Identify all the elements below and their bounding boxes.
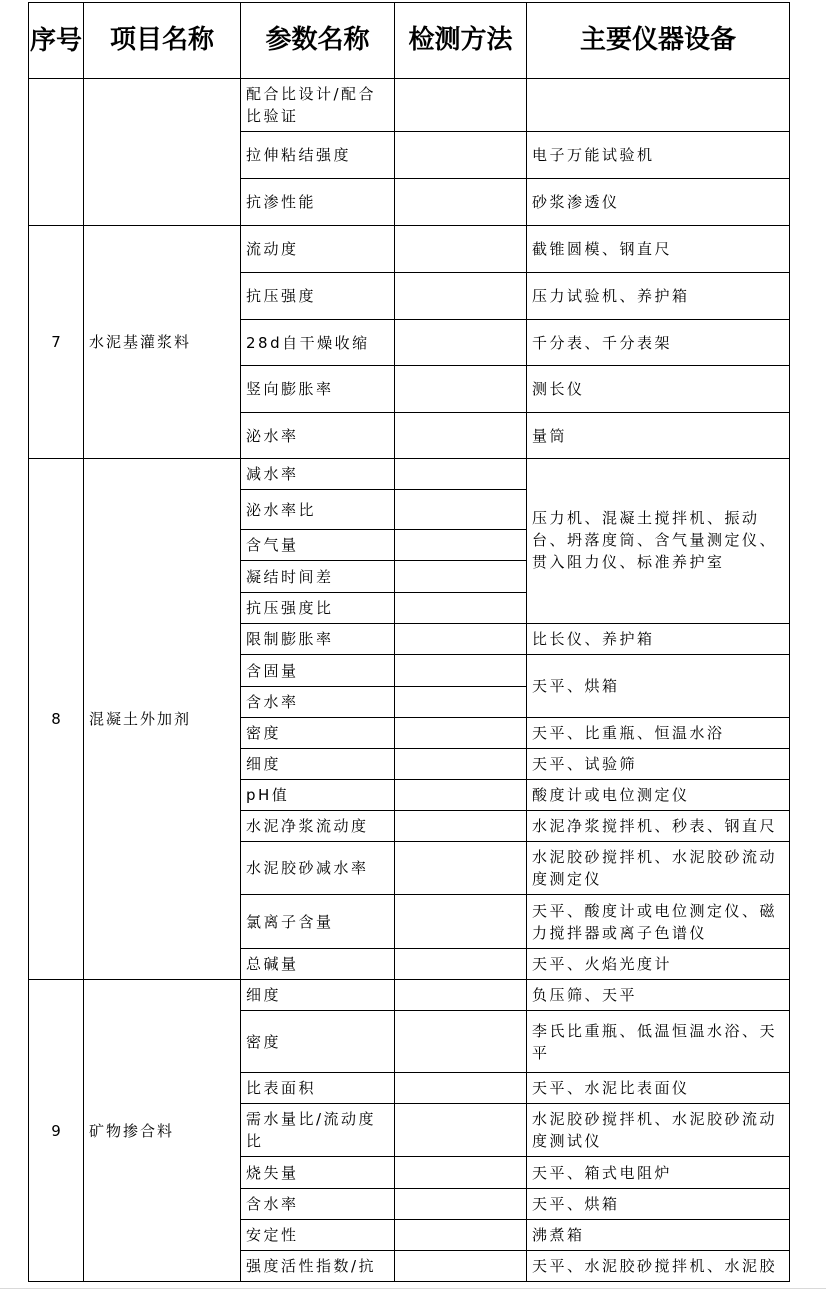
test-items-table (28, 2, 790, 1282)
equipment-cell: 量筒 (527, 413, 790, 459)
group-no-cell: 9 (29, 980, 84, 1282)
group-item-cell (84, 79, 241, 226)
method-cell (395, 179, 527, 226)
param-cell: 泌水率比 (241, 490, 395, 530)
method-cell (395, 718, 527, 749)
param-cell: 减水率 (241, 459, 395, 490)
param-cell: 含水率 (241, 687, 395, 718)
header-method: 检测方法 (395, 3, 527, 79)
method-cell (395, 226, 527, 273)
method-cell (395, 949, 527, 980)
method-cell (395, 273, 527, 320)
method-cell (395, 624, 527, 655)
param-cell: 凝结时间差 (241, 561, 395, 593)
method-cell (395, 490, 527, 530)
method-cell (395, 687, 527, 718)
equipment-cell: 压力机、混凝土搅拌机、振动台、坍落度筒、含气量测定仪、贯入阻力仪、标准养护室 (527, 459, 790, 624)
method-cell (395, 320, 527, 366)
method-cell (395, 79, 527, 132)
method-cell (395, 655, 527, 687)
method-cell (395, 749, 527, 780)
param-cell: 安定性 (241, 1220, 395, 1251)
equipment-cell: 电子万能试验机 (527, 132, 790, 179)
header-equipment: 主要仪器设备 (527, 3, 790, 79)
page-footer-divider (0, 1288, 826, 1289)
param-cell: 28d自干燥收缩 (241, 320, 395, 366)
equipment-cell: 天平、水泥胶砂搅拌机、水泥胶 (527, 1251, 790, 1282)
equipment-cell: 天平、比重瓶、恒温水浴 (527, 718, 790, 749)
param-cell: 抗渗性能 (241, 179, 395, 226)
header-no: 序号 (29, 3, 84, 79)
param-cell: 密度 (241, 1011, 395, 1073)
equipment-cell (527, 79, 790, 132)
method-cell (395, 1220, 527, 1251)
group-no-cell: 7 (29, 226, 84, 459)
equipment-cell: 天平、水泥比表面仪 (527, 1073, 790, 1104)
equipment-cell: 砂浆渗透仪 (527, 179, 790, 226)
method-cell (395, 1189, 527, 1220)
param-cell: pH值 (241, 780, 395, 811)
group-item-cell: 矿物掺合料 (84, 980, 241, 1282)
method-cell (395, 459, 527, 490)
param-cell: 水泥胶砂减水率 (241, 842, 395, 895)
method-cell (395, 413, 527, 459)
table-row (29, 226, 790, 273)
group-no-cell (29, 79, 84, 226)
param-cell: 抗压强度 (241, 273, 395, 320)
method-cell (395, 1104, 527, 1157)
equipment-cell: 沸煮箱 (527, 1220, 790, 1251)
param-cell: 含固量 (241, 655, 395, 687)
param-cell: 流动度 (241, 226, 395, 273)
group-item-cell: 混凝土外加剂 (84, 459, 241, 980)
equipment-cell: 李氏比重瓶、低温恒温水浴、天平 (527, 1011, 790, 1073)
param-cell: 泌水率 (241, 413, 395, 459)
param-cell: 水泥净浆流动度 (241, 811, 395, 842)
param-cell: 限制膨胀率 (241, 624, 395, 655)
method-cell (395, 895, 527, 949)
method-cell (395, 842, 527, 895)
table-header-row (29, 3, 790, 79)
param-cell: 密度 (241, 718, 395, 749)
method-cell (395, 1157, 527, 1189)
equipment-cell: 水泥胶砂搅拌机、水泥胶砂流动度测定仪 (527, 842, 790, 895)
equipment-cell: 酸度计或电位测定仪 (527, 780, 790, 811)
method-cell (395, 132, 527, 179)
method-cell (395, 1073, 527, 1104)
param-cell: 含水率 (241, 1189, 395, 1220)
param-cell: 含气量 (241, 530, 395, 561)
header-item: 项目名称 (84, 3, 241, 79)
param-cell: 需水量比/流动度比 (241, 1104, 395, 1157)
equipment-cell: 天平、烘箱 (527, 1189, 790, 1220)
method-cell (395, 593, 527, 624)
param-cell: 总碱量 (241, 949, 395, 980)
param-cell: 细度 (241, 749, 395, 780)
method-cell (395, 530, 527, 561)
equipment-cell: 测长仪 (527, 366, 790, 413)
param-cell: 比表面积 (241, 1073, 395, 1104)
method-cell (395, 811, 527, 842)
group-no-cell: 8 (29, 459, 84, 980)
method-cell (395, 780, 527, 811)
param-cell: 拉伸粘结强度 (241, 132, 395, 179)
table-row (29, 980, 790, 1011)
equipment-cell: 比长仪、养护箱 (527, 624, 790, 655)
equipment-cell: 千分表、千分表架 (527, 320, 790, 366)
table-body (29, 79, 790, 1282)
equipment-cell: 水泥净浆搅拌机、秒表、钢直尺 (527, 811, 790, 842)
param-cell: 竖向膨胀率 (241, 366, 395, 413)
param-cell: 氯离子含量 (241, 895, 395, 949)
equipment-cell: 压力试验机、养护箱 (527, 273, 790, 320)
equipment-cell: 天平、烘箱 (527, 655, 790, 718)
equipment-cell: 天平、试验筛 (527, 749, 790, 780)
param-cell: 强度活性指数/抗 (241, 1251, 395, 1282)
equipment-cell: 水泥胶砂搅拌机、水泥胶砂流动度测试仪 (527, 1104, 790, 1157)
group-item-cell: 水泥基灌浆料 (84, 226, 241, 459)
method-cell (395, 980, 527, 1011)
param-cell: 配合比设计/配合比验证 (241, 79, 395, 132)
table-row (29, 459, 790, 490)
equipment-cell: 天平、火焰光度计 (527, 949, 790, 980)
param-cell: 细度 (241, 980, 395, 1011)
equipment-cell: 天平、酸度计或电位测定仪、磁力搅拌器或离子色谱仪 (527, 895, 790, 949)
method-cell (395, 561, 527, 593)
equipment-cell: 截锥圆模、钢直尺 (527, 226, 790, 273)
equipment-cell: 负压筛、天平 (527, 980, 790, 1011)
method-cell (395, 1251, 527, 1282)
table-row (29, 79, 790, 132)
header-param: 参数名称 (241, 3, 395, 79)
method-cell (395, 1011, 527, 1073)
param-cell: 抗压强度比 (241, 593, 395, 624)
method-cell (395, 366, 527, 413)
param-cell: 烧失量 (241, 1157, 395, 1189)
equipment-cell: 天平、箱式电阻炉 (527, 1157, 790, 1189)
